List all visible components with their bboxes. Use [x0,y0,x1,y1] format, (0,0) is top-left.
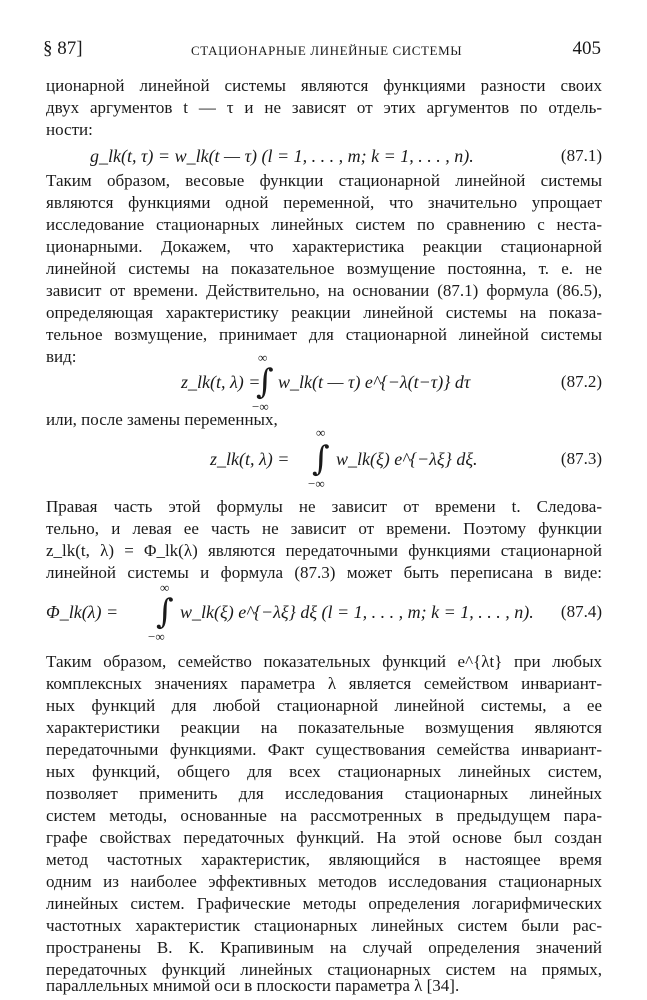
text-line: линейной системы на показательное возмущение постоянна, т. е. не [46,259,602,278]
text-line: позволяет применить для исследования стационарных линейных [46,784,602,803]
text-line: пространены В. К. Крапивиным на случай определения значений [46,938,602,957]
text-line: зависит от времени. Действительно, на основании (87.1) формула (86.5), [46,281,602,300]
integral-lower-limit: −∞ [308,476,325,491]
integral-lower-limit: −∞ [148,629,165,644]
text-line: частотных характеристик стационарных линейных систем были рас- [46,916,602,935]
equation-lhs: z_lk(t, λ) = [210,449,290,469]
text-line: ционарными. Докажем, что характеристика реакции стационарной [46,237,602,256]
text-line: исследование стационарных линейных систем по сравнению с неста- [46,215,602,234]
integral-upper-limit: ∞ [316,425,326,440]
text-line: ности: [46,120,93,139]
equation-87-2 [46,350,602,415]
equation-number: (87.2) [560,372,602,391]
text-line: тельное возмущение, принимает для стационарной линейной системы [46,325,602,344]
section-marker: § 87] [43,38,83,59]
text-line: тельно, и левая ее часть не зависит от времени. Поэтому функции [46,519,602,538]
equation-lhs: Φ_lk(λ) = [46,602,119,622]
text-line: Правая часть этой формулы не зависит от времени t. Следова- [46,497,602,516]
integral-upper-limit: ∞ [258,350,268,365]
text-line: метод частотных характеристик, являющийся в настоящее время [46,850,602,869]
text-line: двух аргументов t — τ и не зависят от этих аргументов по отдель- [46,98,602,117]
text-line: Таким образом, весовые функции стационарной линейной системы [46,171,602,190]
running-header [43,38,601,62]
text-line: графе свойствах передаточных функций. На этой основе был создан [46,828,602,847]
equation-87-1 [46,143,602,169]
text-line: линейных систем. Графические методы определения логарифмических [46,894,602,913]
text-line: линейной системы и формула (87.3) может быть переписана в виде: [46,563,602,582]
integral-lower-limit: −∞ [252,399,269,414]
running-title: СТАЦИОНАРНЫЕ ЛИНЕЙНЫЕ СИСТЕМЫ [191,43,463,58]
equation-body: g_lk(t, τ) = w_lk(t — τ) (l = 1, . . . , m; k = 1, . . . , n). [90,146,474,166]
text-line: передаточными функциями. Факт существования семейства инвариант- [46,740,602,759]
text-line: определяющая характеристику реакции линейной системы на показа- [46,303,602,322]
integral-sign-icon: ∫ [256,362,274,402]
equation-lhs: z_lk(t, λ) = [181,372,261,392]
equation-number: (87.4) [560,602,602,621]
text-line: z_lk(t, λ) = Φ_lk(λ) являются передаточными функциями стационарной [46,541,602,560]
text-line: одним из наиболее эффективных методов исследования стационарных [46,872,602,891]
text-line: ных функций для любой стационарной линейной системы, а ее [46,696,602,715]
text-line: Таким образом, семейство показательных функций e^{λt} при любых [46,652,602,671]
equation-87-4 [46,580,602,644]
text-line: вид: [46,347,77,366]
integral-upper-limit: ∞ [160,580,170,595]
equation-integrand: w_lk(t — τ) e^{−λ(t−τ)} dτ [278,372,471,392]
integral-sign-icon: ∫ [312,439,330,479]
text-line: являются функциями одной переменной, что значительно упрощает [46,193,602,212]
text-line: параллельных мнимой оси в плоскости параметра λ [34]. [46,976,460,995]
equation-87-3 [46,425,602,491]
equation-number: (87.3) [560,449,602,468]
text-line: передаточных функций линейных стационарных систем на прямых, [46,960,602,979]
text-line: характеристики реакции на показательные возмущения являются [46,718,602,737]
equation-number: (87.1) [560,146,602,165]
equation-integrand: w_lk(ξ) e^{−λξ} dξ. [336,449,478,469]
equation-integrand: w_lk(ξ) e^{−λξ} dξ (l = 1, . . . , m; k = 1, . . . , n). [180,602,534,622]
text-line: систем методы, основанные на рассмотренных в предыдущем пара- [46,806,602,825]
text-line: ционарной линейной системы являются функциями разности своих [46,76,602,95]
text-line: или, после замены переменных, [46,410,278,429]
text-line: ных функций, общего для всех стационарных линейных систем, [46,762,602,781]
page-number: 405 [572,38,601,59]
integral-sign-icon: ∫ [156,592,174,632]
text-line: комплексных значениях параметра λ является семейством инвариант- [46,674,602,693]
